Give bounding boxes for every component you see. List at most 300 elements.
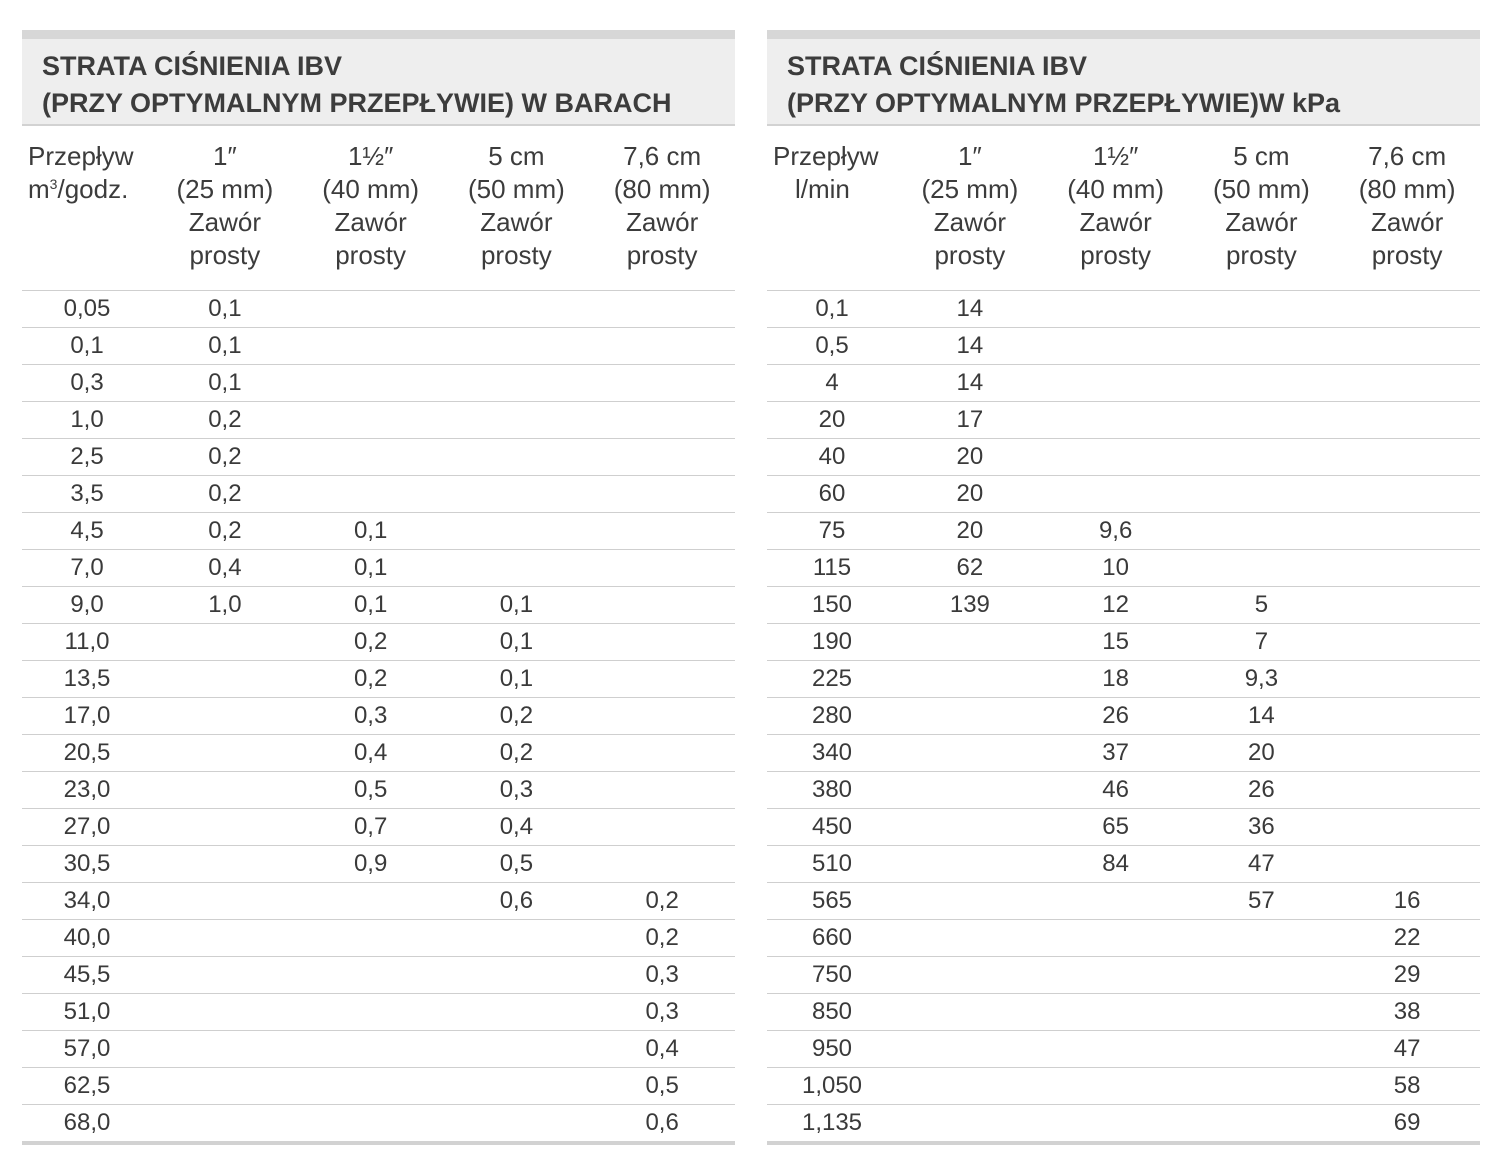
table-row bbox=[767, 328, 1480, 365]
table-row bbox=[767, 772, 1480, 809]
table-row bbox=[767, 291, 1480, 328]
valve-5cm-cell: 0,4 bbox=[444, 809, 590, 846]
valve-1in-cell bbox=[897, 994, 1043, 1031]
flow-cell: 2,5 bbox=[22, 439, 152, 476]
valve-7-6cm-cell bbox=[589, 365, 735, 402]
valve-7-6cm-cell: 0,3 bbox=[589, 957, 735, 994]
valve-7-6cm-cell bbox=[589, 624, 735, 661]
valve-1in-cell bbox=[152, 957, 298, 994]
table-row bbox=[767, 809, 1480, 846]
flow-cell: 30,5 bbox=[22, 846, 152, 883]
table-row bbox=[22, 661, 735, 698]
flow-cell: 40,0 bbox=[22, 920, 152, 957]
valve-1in-cell bbox=[897, 661, 1043, 698]
table-title-line2: (PRZY OPTYMALNYM PRZEPŁYWIE) W BARACH bbox=[42, 88, 672, 118]
flow-cell: 190 bbox=[767, 624, 897, 661]
flow-cell: 20,5 bbox=[22, 735, 152, 772]
valve-5cm-cell: 26 bbox=[1189, 772, 1335, 809]
flow-cell: 1,135 bbox=[767, 1105, 897, 1144]
valve-5cm-cell bbox=[444, 291, 590, 328]
valve-1in-cell bbox=[897, 698, 1043, 735]
table-title-line1: STRATA CIŚNIENIA IBV bbox=[42, 51, 343, 81]
valve-7-6cm-cell: 0,2 bbox=[589, 883, 735, 920]
valve-7-6cm-cell bbox=[1334, 291, 1480, 328]
valve-5cm-cell: 57 bbox=[1189, 883, 1335, 920]
valve-1-5in-cell: 0,9 bbox=[298, 846, 444, 883]
flow-cell: 45,5 bbox=[22, 957, 152, 994]
valve-5cm-cell: 5 bbox=[1189, 587, 1335, 624]
table-row bbox=[767, 587, 1480, 624]
panel-top-bar bbox=[767, 30, 1480, 39]
valve-1in-cell: 0,1 bbox=[152, 291, 298, 328]
valve-1-5in-cell bbox=[298, 291, 444, 328]
valve-1in-cell bbox=[152, 772, 298, 809]
table-body bbox=[22, 291, 735, 1144]
valve-1-5in-cell: 0,7 bbox=[298, 809, 444, 846]
valve-7-6cm-cell: 47 bbox=[1334, 1031, 1480, 1068]
valve-5cm-cell bbox=[444, 1068, 590, 1105]
valve-1in-cell bbox=[152, 920, 298, 957]
table-row bbox=[767, 1031, 1480, 1068]
valve-7-6cm-cell bbox=[589, 439, 735, 476]
valve-1-5in-cell bbox=[1043, 365, 1189, 402]
valve-1-5in-header: 1½″ (40 mm) Zawór prosty bbox=[298, 126, 444, 291]
valve-1-5in-cell: 12 bbox=[1043, 587, 1189, 624]
table-row bbox=[22, 883, 735, 920]
table-row bbox=[22, 624, 735, 661]
valve-1-5in-cell bbox=[298, 476, 444, 513]
valve-1in-cell: 14 bbox=[897, 365, 1043, 402]
table-title-line2: (PRZY OPTYMALNYM PRZEPŁYWIE)W kPa bbox=[787, 88, 1341, 118]
valve-7-6cm-cell bbox=[589, 291, 735, 328]
valve-7-6cm-cell bbox=[1334, 513, 1480, 550]
valve-5cm-cell: 0,1 bbox=[444, 587, 590, 624]
flow-cell: 750 bbox=[767, 957, 897, 994]
table-row bbox=[22, 1031, 735, 1068]
flow-column-header bbox=[22, 126, 152, 291]
table-row bbox=[22, 513, 735, 550]
table-row bbox=[767, 735, 1480, 772]
valve-5cm-cell: 7 bbox=[1189, 624, 1335, 661]
valve-7-6cm-cell bbox=[1334, 402, 1480, 439]
flow-cell: 75 bbox=[767, 513, 897, 550]
flow-cell: 1,050 bbox=[767, 1068, 897, 1105]
valve-1-5in-cell bbox=[298, 994, 444, 1031]
valve-1in-cell: 14 bbox=[897, 291, 1043, 328]
valve-1-5in-cell bbox=[1043, 994, 1189, 1031]
pressure-loss-bar-table bbox=[22, 126, 735, 1145]
valve-5cm-cell bbox=[1189, 1031, 1335, 1068]
valve-1in-cell: 0,1 bbox=[152, 328, 298, 365]
valve-7-6cm-cell bbox=[589, 735, 735, 772]
valve-5cm-cell bbox=[1189, 513, 1335, 550]
valve-1in-cell bbox=[152, 1031, 298, 1068]
table-row bbox=[767, 1105, 1480, 1144]
valve-1in-cell bbox=[152, 883, 298, 920]
valve-5cm-cell bbox=[444, 920, 590, 957]
flow-cell: 9,0 bbox=[22, 587, 152, 624]
valve-5cm-cell bbox=[444, 476, 590, 513]
valve-1in-cell bbox=[152, 1068, 298, 1105]
valve-1in-cell bbox=[897, 624, 1043, 661]
valve-7-6cm-cell: 38 bbox=[1334, 994, 1480, 1031]
valve-7-6cm-cell bbox=[589, 328, 735, 365]
flow-cell: 0,1 bbox=[22, 328, 152, 365]
valve-1in-header: 1″ (25 mm) Zawór prosty bbox=[897, 126, 1043, 291]
table-row bbox=[767, 957, 1480, 994]
valve-1in-cell bbox=[897, 1068, 1043, 1105]
valve-7-6cm-cell: 16 bbox=[1334, 883, 1480, 920]
valve-7-6cm-cell: 0,3 bbox=[589, 994, 735, 1031]
flow-cell: 1,0 bbox=[22, 402, 152, 439]
valve-1in-cell: 0,1 bbox=[152, 365, 298, 402]
valve-1in-cell bbox=[152, 846, 298, 883]
valve-7-6cm-cell: 0,6 bbox=[589, 1105, 735, 1144]
header-row bbox=[22, 126, 735, 291]
valve-1in-cell bbox=[152, 1105, 298, 1144]
valve-1-5in-cell: 65 bbox=[1043, 809, 1189, 846]
valve-1in-cell bbox=[152, 994, 298, 1031]
valve-7-6cm-cell bbox=[589, 513, 735, 550]
valve-1in-cell bbox=[897, 883, 1043, 920]
valve-5cm-cell bbox=[444, 328, 590, 365]
table-row bbox=[767, 513, 1480, 550]
valve-1-5in-cell: 26 bbox=[1043, 698, 1189, 735]
valve-1-5in-cell: 84 bbox=[1043, 846, 1189, 883]
flow-cell: 660 bbox=[767, 920, 897, 957]
flow-cell: 23,0 bbox=[22, 772, 152, 809]
valve-5cm-cell bbox=[1189, 1068, 1335, 1105]
valve-1-5in-cell: 0,1 bbox=[298, 587, 444, 624]
valve-7-6cm-header: 7,6 cm (80 mm) Zawór prosty bbox=[589, 126, 735, 291]
valve-7-6cm-cell bbox=[589, 550, 735, 587]
panel-header bbox=[22, 39, 735, 126]
valve-1-5in-cell: 46 bbox=[1043, 772, 1189, 809]
valve-1-5in-cell bbox=[298, 1105, 444, 1144]
table-row bbox=[22, 328, 735, 365]
valve-7-6cm-cell bbox=[1334, 661, 1480, 698]
valve-1-5in-cell bbox=[1043, 476, 1189, 513]
table-row bbox=[767, 402, 1480, 439]
valve-5cm-cell: 9,3 bbox=[1189, 661, 1335, 698]
table-row bbox=[22, 1105, 735, 1144]
flow-unit: $m^3$/godz. bbox=[28, 174, 129, 204]
valve-5cm-cell bbox=[444, 402, 590, 439]
table-row bbox=[22, 550, 735, 587]
valve-1in-cell bbox=[152, 735, 298, 772]
flow-cell: 60 bbox=[767, 476, 897, 513]
valve-5cm-cell bbox=[444, 513, 590, 550]
valve-1in-cell bbox=[897, 920, 1043, 957]
flow-cell: 0,1 bbox=[767, 291, 897, 328]
valve-5cm-cell: 0,3 bbox=[444, 772, 590, 809]
valve-7-6cm-cell bbox=[1334, 698, 1480, 735]
table-row bbox=[22, 587, 735, 624]
valve-1in-cell: 62 bbox=[897, 550, 1043, 587]
flow-cell: 57,0 bbox=[22, 1031, 152, 1068]
valve-7-6cm-cell: 29 bbox=[1334, 957, 1480, 994]
valve-7-6cm-cell bbox=[1334, 476, 1480, 513]
valve-5cm-cell: 20 bbox=[1189, 735, 1335, 772]
table-row bbox=[22, 1068, 735, 1105]
flow-cell: 13,5 bbox=[22, 661, 152, 698]
valve-1-5in-cell bbox=[1043, 402, 1189, 439]
valve-1-5in-cell: 18 bbox=[1043, 661, 1189, 698]
table-row bbox=[22, 365, 735, 402]
valve-7-6cm-cell bbox=[1334, 624, 1480, 661]
valve-5cm-cell bbox=[1189, 402, 1335, 439]
valve-7-6cm-cell bbox=[589, 661, 735, 698]
valve-5cm-cell: 47 bbox=[1189, 846, 1335, 883]
flow-column-header bbox=[767, 126, 897, 291]
flow-cell: 7,0 bbox=[22, 550, 152, 587]
flow-cell: 450 bbox=[767, 809, 897, 846]
valve-5cm-cell: 0,5 bbox=[444, 846, 590, 883]
table-row bbox=[22, 476, 735, 513]
valve-1in-cell bbox=[152, 624, 298, 661]
valve-5cm-cell bbox=[444, 1105, 590, 1144]
valve-1-5in-cell: 0,2 bbox=[298, 624, 444, 661]
flow-cell: 850 bbox=[767, 994, 897, 1031]
valve-1in-cell: 0,2 bbox=[152, 402, 298, 439]
valve-5cm-cell: 0,1 bbox=[444, 661, 590, 698]
valve-1-5in-cell bbox=[298, 957, 444, 994]
valve-7-6cm-cell: 0,2 bbox=[589, 920, 735, 957]
table-row bbox=[22, 439, 735, 476]
table-row bbox=[767, 1068, 1480, 1105]
table-title-line1: STRATA CIŚNIENIA IBV bbox=[787, 51, 1088, 81]
valve-1in-cell: 0,2 bbox=[152, 439, 298, 476]
valve-1-5in-cell: 9,6 bbox=[1043, 513, 1189, 550]
valve-7-6cm-cell bbox=[1334, 772, 1480, 809]
valve-1in-cell: 1,0 bbox=[152, 587, 298, 624]
valve-5cm-cell: 36 bbox=[1189, 809, 1335, 846]
valve-5cm-cell bbox=[1189, 550, 1335, 587]
valve-7-6cm-cell: 22 bbox=[1334, 920, 1480, 957]
valve-1in-cell: 20 bbox=[897, 439, 1043, 476]
flow-cell: 20 bbox=[767, 402, 897, 439]
valve-7-6cm-cell bbox=[589, 587, 735, 624]
valve-7-6cm-cell bbox=[589, 698, 735, 735]
valve-7-6cm-cell bbox=[589, 476, 735, 513]
valve-7-6cm-cell bbox=[1334, 735, 1480, 772]
valve-7-6cm-header: 7,6 cm (80 mm) Zawór prosty bbox=[1334, 126, 1480, 291]
valve-5cm-cell: 0,1 bbox=[444, 624, 590, 661]
flow-cell: 68,0 bbox=[22, 1105, 152, 1144]
table-row bbox=[22, 698, 735, 735]
valve-1-5in-cell: 0,1 bbox=[298, 513, 444, 550]
valve-1-5in-cell bbox=[1043, 957, 1189, 994]
flow-cell: 225 bbox=[767, 661, 897, 698]
header-row bbox=[767, 126, 1480, 291]
valve-1-5in-header: 1½″ (40 mm) Zawór prosty bbox=[1043, 126, 1189, 291]
valve-5cm-cell bbox=[1189, 439, 1335, 476]
valve-5cm-cell bbox=[444, 439, 590, 476]
valve-5cm-cell bbox=[1189, 476, 1335, 513]
table-body bbox=[767, 291, 1480, 1144]
valve-7-6cm-cell bbox=[1334, 550, 1480, 587]
valve-1in-cell bbox=[897, 846, 1043, 883]
valve-1-5in-cell bbox=[1043, 439, 1189, 476]
table-row bbox=[767, 883, 1480, 920]
table-row bbox=[767, 624, 1480, 661]
flow-cell: 51,0 bbox=[22, 994, 152, 1031]
panel-top-bar bbox=[22, 30, 735, 39]
valve-1-5in-cell bbox=[298, 1031, 444, 1068]
flow-cell: 40 bbox=[767, 439, 897, 476]
table-row bbox=[22, 809, 735, 846]
flow-cell: 17,0 bbox=[22, 698, 152, 735]
valve-5cm-cell bbox=[1189, 291, 1335, 328]
valve-5cm-cell bbox=[444, 1031, 590, 1068]
valve-7-6cm-cell bbox=[1334, 365, 1480, 402]
valve-1-5in-cell: 0,5 bbox=[298, 772, 444, 809]
valve-7-6cm-cell bbox=[589, 772, 735, 809]
flow-cell: 4 bbox=[767, 365, 897, 402]
valve-5cm-cell: 0,2 bbox=[444, 698, 590, 735]
valve-1in-cell: 139 bbox=[897, 587, 1043, 624]
valve-1-5in-cell bbox=[1043, 1068, 1189, 1105]
table-row bbox=[22, 291, 735, 328]
table-row bbox=[22, 994, 735, 1031]
flow-cell: 4,5 bbox=[22, 513, 152, 550]
valve-1in-cell bbox=[152, 809, 298, 846]
valve-7-6cm-cell bbox=[589, 809, 735, 846]
valve-5cm-cell bbox=[1189, 920, 1335, 957]
valve-1-5in-cell bbox=[1043, 883, 1189, 920]
valve-1-5in-cell bbox=[298, 402, 444, 439]
pressure-loss-kpa-table bbox=[767, 126, 1480, 1145]
valve-1in-cell: 14 bbox=[897, 328, 1043, 365]
table-row bbox=[22, 735, 735, 772]
flow-cell: 340 bbox=[767, 735, 897, 772]
valve-1in-cell bbox=[152, 661, 298, 698]
flow-cell: 27,0 bbox=[22, 809, 152, 846]
flow-cell: 950 bbox=[767, 1031, 897, 1068]
table-row bbox=[22, 402, 735, 439]
valve-1in-cell bbox=[897, 809, 1043, 846]
valve-1-5in-cell bbox=[1043, 1105, 1189, 1144]
valve-5cm-cell bbox=[1189, 365, 1335, 402]
valve-7-6cm-cell bbox=[1334, 809, 1480, 846]
valve-1-5in-cell bbox=[298, 328, 444, 365]
valve-1-5in-cell: 0,3 bbox=[298, 698, 444, 735]
valve-1-5in-cell bbox=[1043, 920, 1189, 957]
valve-5cm-cell bbox=[444, 957, 590, 994]
valve-1-5in-cell bbox=[298, 365, 444, 402]
table-row bbox=[767, 439, 1480, 476]
valve-5cm-cell bbox=[1189, 1105, 1335, 1144]
table-row bbox=[767, 365, 1480, 402]
valve-1-5in-cell: 0,2 bbox=[298, 661, 444, 698]
valve-1in-cell: 17 bbox=[897, 402, 1043, 439]
valve-1in-cell: 0,2 bbox=[152, 476, 298, 513]
valve-1in-cell bbox=[897, 1031, 1043, 1068]
flow-cell: 0,05 bbox=[22, 291, 152, 328]
valve-1-5in-cell: 0,4 bbox=[298, 735, 444, 772]
valve-1-5in-cell: 0,1 bbox=[298, 550, 444, 587]
table-row bbox=[767, 550, 1480, 587]
table-row bbox=[22, 846, 735, 883]
valve-1in-cell: 20 bbox=[897, 476, 1043, 513]
valve-5cm-cell bbox=[1189, 328, 1335, 365]
table-row bbox=[22, 772, 735, 809]
flow-cell: 11,0 bbox=[22, 624, 152, 661]
valve-5cm-cell bbox=[1189, 994, 1335, 1031]
valve-7-6cm-cell: 0,5 bbox=[589, 1068, 735, 1105]
valve-1-5in-cell bbox=[1043, 291, 1189, 328]
table-row bbox=[22, 920, 735, 957]
flow-label: Przepływ bbox=[28, 141, 134, 171]
table-row bbox=[767, 476, 1480, 513]
pressure-loss-kpa-panel bbox=[767, 30, 1480, 1145]
valve-5cm-cell bbox=[444, 994, 590, 1031]
flow-cell: 34,0 bbox=[22, 883, 152, 920]
flow-cell: 565 bbox=[767, 883, 897, 920]
flow-cell: 150 bbox=[767, 587, 897, 624]
valve-1in-cell: 0,4 bbox=[152, 550, 298, 587]
valve-1-5in-cell bbox=[1043, 328, 1189, 365]
valve-1in-header: 1″ (25 mm) Zawór prosty bbox=[152, 126, 298, 291]
pressure-loss-bar-panel bbox=[22, 30, 735, 1145]
valve-1in-cell bbox=[897, 1105, 1043, 1144]
valve-7-6cm-cell bbox=[1334, 439, 1480, 476]
valve-5cm-cell bbox=[444, 550, 590, 587]
valve-1in-cell: 0,2 bbox=[152, 513, 298, 550]
flow-cell: 3,5 bbox=[22, 476, 152, 513]
table-row bbox=[22, 957, 735, 994]
valve-5cm-header: 5 cm (50 mm) Zawór prosty bbox=[1189, 126, 1335, 291]
valve-7-6cm-cell bbox=[1334, 846, 1480, 883]
valve-5cm-cell: 0,2 bbox=[444, 735, 590, 772]
valve-5cm-cell bbox=[444, 365, 590, 402]
valve-1in-cell bbox=[897, 772, 1043, 809]
flow-cell: 62,5 bbox=[22, 1068, 152, 1105]
valve-1-5in-cell bbox=[298, 439, 444, 476]
valve-1-5in-cell bbox=[298, 883, 444, 920]
flow-cell: 510 bbox=[767, 846, 897, 883]
valve-1-5in-cell bbox=[298, 1068, 444, 1105]
valve-1in-cell bbox=[897, 957, 1043, 994]
valve-5cm-cell: 14 bbox=[1189, 698, 1335, 735]
valve-7-6cm-cell: 58 bbox=[1334, 1068, 1480, 1105]
valve-1-5in-cell: 37 bbox=[1043, 735, 1189, 772]
valve-1in-cell bbox=[897, 735, 1043, 772]
valve-7-6cm-cell bbox=[589, 846, 735, 883]
flow-unit: l/min bbox=[795, 174, 850, 204]
table-row bbox=[767, 698, 1480, 735]
valve-7-6cm-cell: 69 bbox=[1334, 1105, 1480, 1144]
valve-5cm-cell bbox=[1189, 957, 1335, 994]
valve-7-6cm-cell bbox=[1334, 328, 1480, 365]
flow-cell: 115 bbox=[767, 550, 897, 587]
flow-label: Przepływ bbox=[773, 141, 879, 171]
valve-1-5in-cell: 15 bbox=[1043, 624, 1189, 661]
table-row bbox=[767, 661, 1480, 698]
panel-header bbox=[767, 39, 1480, 126]
flow-cell: 0,3 bbox=[22, 365, 152, 402]
table-row bbox=[767, 920, 1480, 957]
table-row bbox=[767, 994, 1480, 1031]
valve-1-5in-cell bbox=[298, 920, 444, 957]
flow-cell: 280 bbox=[767, 698, 897, 735]
flow-cell: 0,5 bbox=[767, 328, 897, 365]
valve-1in-cell: 20 bbox=[897, 513, 1043, 550]
valve-7-6cm-cell bbox=[589, 402, 735, 439]
flow-cell: 380 bbox=[767, 772, 897, 809]
valve-7-6cm-cell bbox=[1334, 587, 1480, 624]
valve-5cm-header: 5 cm (50 mm) Zawór prosty bbox=[444, 126, 590, 291]
